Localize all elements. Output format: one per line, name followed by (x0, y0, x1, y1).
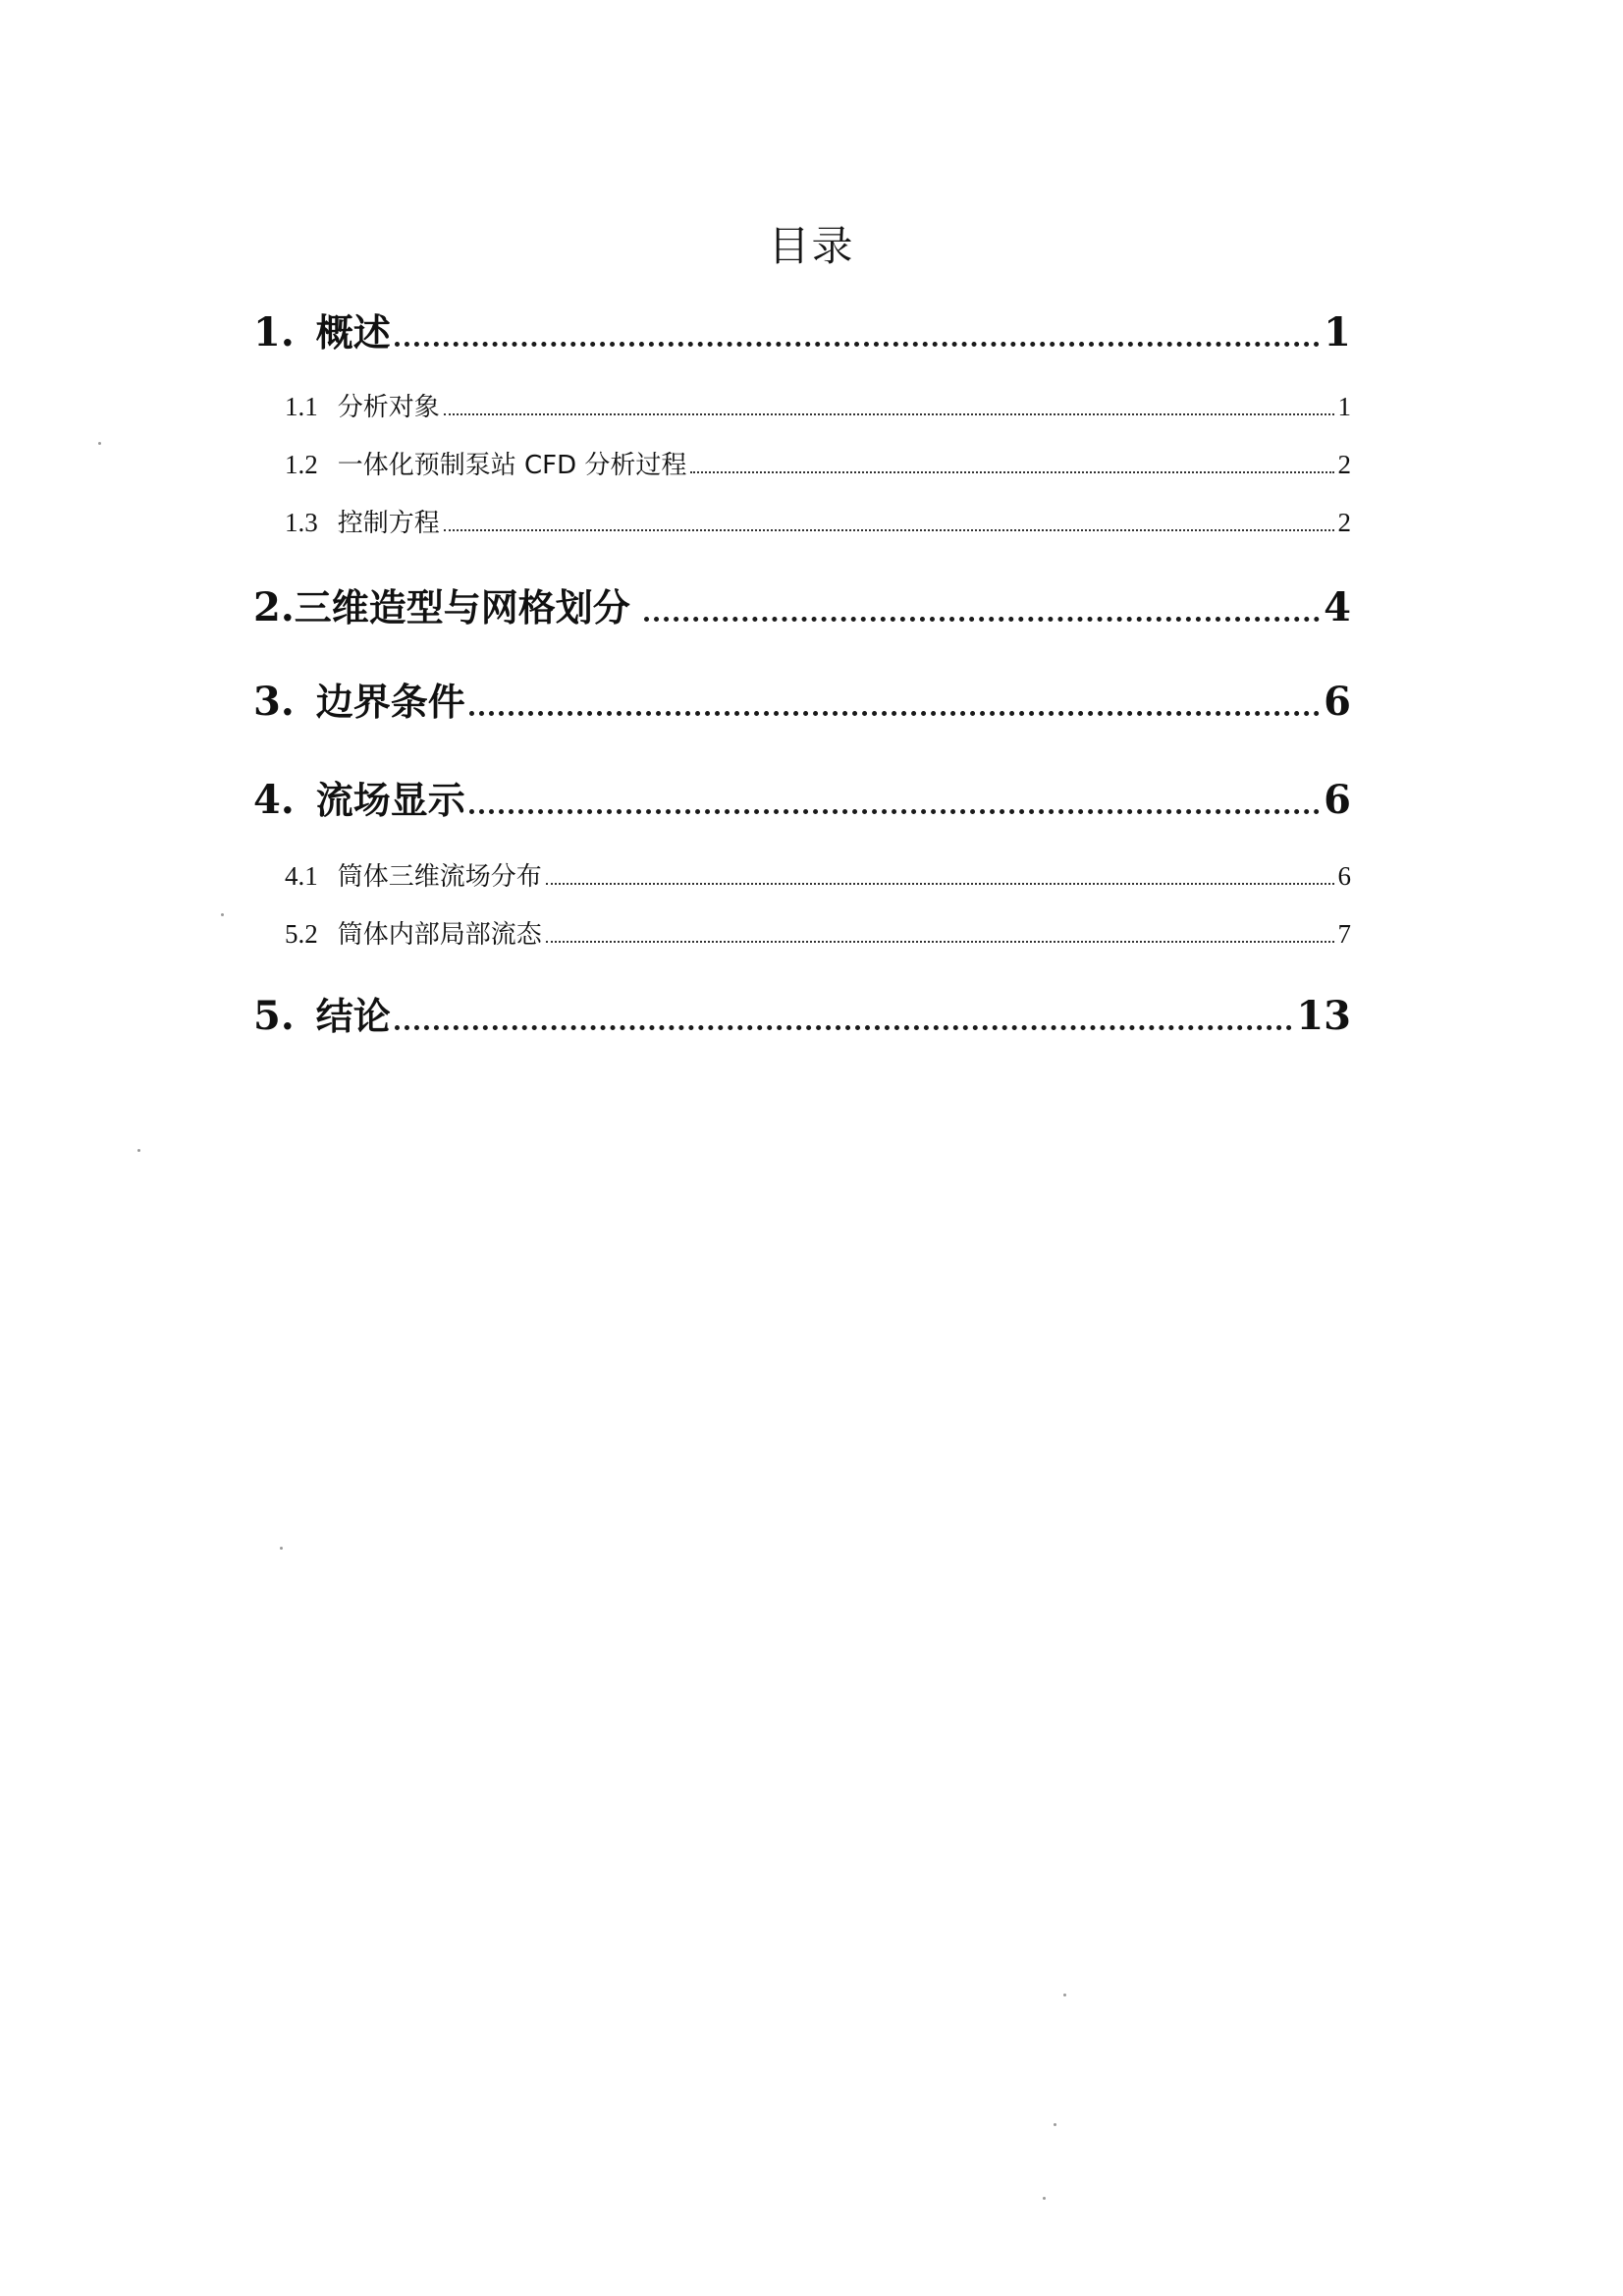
toc-entry-label: 筒体三维流场分布 (337, 862, 542, 892)
toc-entry-label: 概述 (315, 311, 391, 355)
toc-entry-page: 4 (1324, 584, 1351, 630)
toc-entry-label: 结论 (315, 995, 391, 1038)
scan-speck (137, 1149, 140, 1152)
toc-entry-page: 1 (1337, 392, 1351, 421)
toc-entry-page: 6 (1324, 777, 1351, 823)
toc-entry-label: 控制方程 (337, 509, 440, 538)
toc-entry-label: 流场显示 (315, 779, 465, 822)
scan-speck (1054, 2123, 1056, 2126)
toc-dot-leader (690, 471, 1333, 473)
toc-entry-1-2[interactable] (253, 445, 1351, 481)
toc-entry-label: 一体化预制泵站 CFD 分析过程 (337, 451, 687, 480)
toc-entry-4[interactable] (253, 770, 1351, 824)
toc-dot-leader (395, 1025, 1293, 1030)
toc-entry-page: 13 (1296, 993, 1351, 1039)
scan-speck (1043, 2197, 1046, 2200)
toc-dot-leader (469, 711, 1320, 716)
toc-entry-number: 3. (253, 679, 295, 725)
toc-title: 目录 (768, 222, 855, 270)
toc-entry-number: 1.2 (285, 450, 318, 479)
toc-entry-page: 6 (1337, 861, 1351, 891)
toc-entry-5[interactable] (253, 986, 1351, 1040)
toc-dot-leader (469, 809, 1320, 814)
toc-entry-number: 5.2 (285, 919, 318, 949)
toc-entry-1-1[interactable] (253, 387, 1351, 423)
toc-entry-label: 三维造型与网格划分 (294, 586, 630, 629)
toc-entry-label: 分析对象 (337, 393, 440, 422)
scan-speck (98, 442, 101, 445)
toc-dot-leader (395, 342, 1320, 347)
toc-entry-page: 6 (1324, 679, 1351, 725)
toc-entry-number: 4.1 (285, 861, 318, 891)
toc-entry-number: 1.3 (285, 508, 318, 537)
toc-dot-leader (546, 941, 1334, 943)
toc-entry-number: 1.1 (285, 392, 318, 421)
toc-entry-4-1[interactable] (253, 856, 1351, 893)
toc-dot-leader (444, 413, 1334, 415)
scan-speck (280, 1547, 283, 1550)
toc-entry-label: 边界条件 (315, 681, 465, 724)
toc-entry-page: 2 (1337, 450, 1351, 479)
toc-entry-2[interactable] (253, 577, 1351, 631)
toc-entry-number: 5. (253, 993, 295, 1039)
toc-entry-number: 1. (253, 309, 295, 355)
table-of-contents (253, 0, 1351, 1080)
toc-entry-page: 2 (1337, 508, 1351, 537)
toc-dot-leader (644, 617, 1320, 622)
scan-speck (221, 913, 224, 916)
toc-entry-1-3[interactable] (253, 503, 1351, 539)
toc-dot-leader (444, 529, 1334, 531)
toc-entry-page: 1 (1324, 309, 1351, 355)
toc-entry-number: 2. (253, 584, 295, 630)
toc-entry-3[interactable] (253, 672, 1351, 726)
toc-entry-page: 7 (1337, 919, 1351, 949)
toc-entry-label: 筒体内部局部流态 (337, 920, 542, 950)
toc-dot-leader (546, 883, 1334, 885)
toc-entry-number: 4. (253, 777, 295, 823)
toc-entry-5-2[interactable] (253, 914, 1351, 951)
toc-entry-1[interactable] (253, 302, 1351, 356)
scan-speck (1063, 1994, 1066, 1996)
